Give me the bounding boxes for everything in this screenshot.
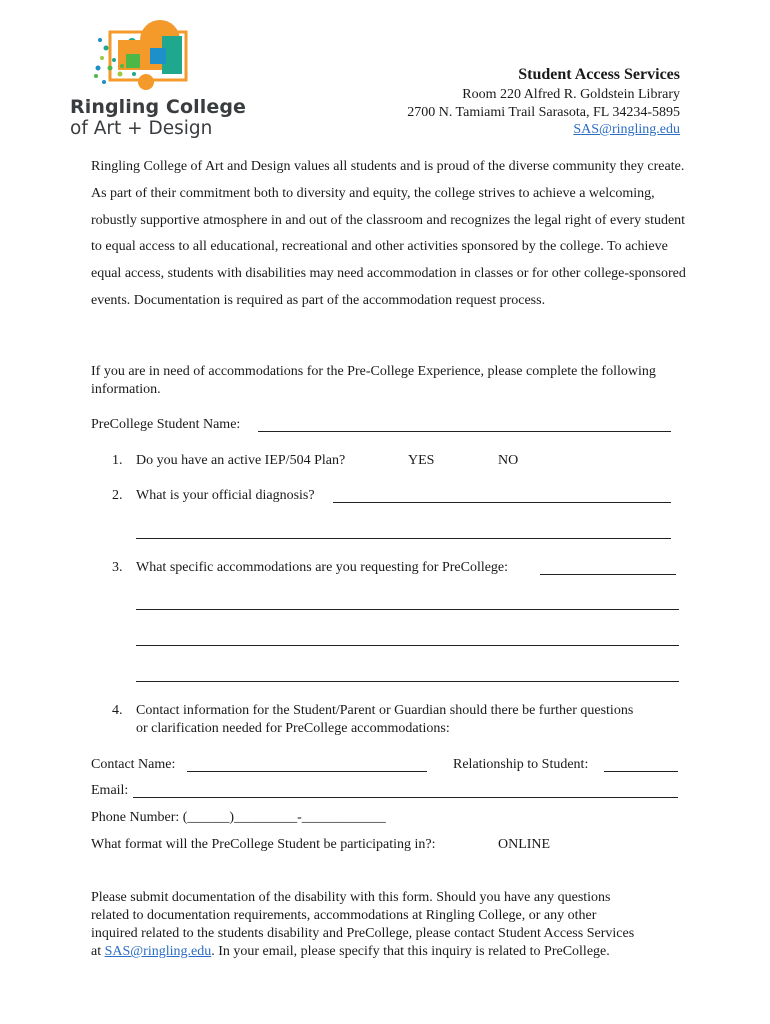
office-address: 2700 N. Tamiami Trail Sarasota, FL 34234-5895	[407, 105, 680, 120]
q2-answer-field[interactable]	[333, 502, 671, 503]
q3-number: 3.	[112, 560, 123, 575]
footer-line4	[91, 944, 610, 960]
q3-text: What specific accommodations are you requesting for PreCollege:	[136, 560, 509, 575]
phone-field[interactable]: Phone Number: (______)_________-____________	[91, 810, 386, 825]
q1-yes-option[interactable]: YES	[408, 453, 435, 468]
q1-number: 1.	[112, 453, 123, 468]
format-option-online[interactable]: ONLINE	[498, 837, 551, 852]
relationship-field[interactable]	[604, 771, 678, 772]
format-question: What format will the PreCollege Student be participating in?:	[91, 837, 436, 852]
q3-answer-line[interactable]	[136, 609, 679, 610]
q2-text: What is your official diagnosis?	[136, 488, 315, 503]
footer-line4-prefix: at	[91, 944, 105, 959]
footer-email-link[interactable]: SAS@ringling.edu	[104, 944, 212, 959]
q4-number: 4.	[112, 703, 123, 718]
email-label: Email:	[91, 783, 129, 798]
footer-line1: Please submit documentation of the disability with this form. Should you have any questions	[91, 890, 611, 905]
q2-number: 2.	[112, 488, 123, 503]
logo-wordmark-line2: of Art + Design	[70, 118, 213, 139]
ringling-college-logo-mark	[92, 18, 192, 96]
q4-text-line2: or clarification needed for PreCollege accommodations:	[136, 721, 450, 736]
footer-line3: inquired related to the students disability and PreCollege, please contact Student Access Services	[91, 926, 635, 941]
intro-paragraph: Ringling College of Art and Design values all students and is proud of the diverse community they create. As part of their commitment both to diversity and equity, the college strives to achieve a welcoming, robustly supportive atmosphere in and out of the classroom and recognizes the legal right of every student to equal access to all educational, recreational and other activities sponsored by the college. To achieve equal access, students with disabilities may need accommodation in classes or for other college-sponsored events. Documentation is required as part of the accommodation request process.	[91, 159, 686, 308]
office-room: Room 220 Alfred R. Goldstein Library	[462, 87, 680, 102]
office-email-link[interactable]: SAS@ringling.edu	[573, 122, 680, 137]
q1-no-option[interactable]: NO	[498, 453, 519, 468]
email-field[interactable]	[133, 797, 678, 798]
q4-text-line1: Contact information for the Student/Parent or Guardian should there be further questions	[136, 703, 634, 718]
student-name-label: PreCollege Student Name:	[91, 417, 241, 432]
request-paragraph: If you are in need of accommodations for the Pre-College Experience, please complete the following information.	[91, 364, 656, 397]
footer-line4-suffix: . In your email, please specify that this inquiry is related to PreCollege.	[211, 944, 610, 959]
q3-answer-line[interactable]	[136, 681, 679, 682]
footer-line2: related to documentation requirements, accommodations at Ringling College, or any other	[91, 908, 597, 923]
q1-text: Do you have an active IEP/504 Plan?	[136, 453, 346, 468]
logo-wordmark-line1: Ringling College	[70, 96, 247, 118]
contact-name-field[interactable]	[187, 771, 427, 772]
office-title: Student Access Services	[518, 66, 680, 83]
q3-answer-field[interactable]	[540, 574, 676, 575]
contact-name-label: Contact Name:	[91, 757, 176, 772]
q3-answer-line[interactable]	[136, 645, 679, 646]
student-name-field[interactable]	[258, 431, 671, 432]
q2-answer-line[interactable]	[136, 538, 671, 539]
relationship-label: Relationship to Student:	[453, 757, 589, 772]
